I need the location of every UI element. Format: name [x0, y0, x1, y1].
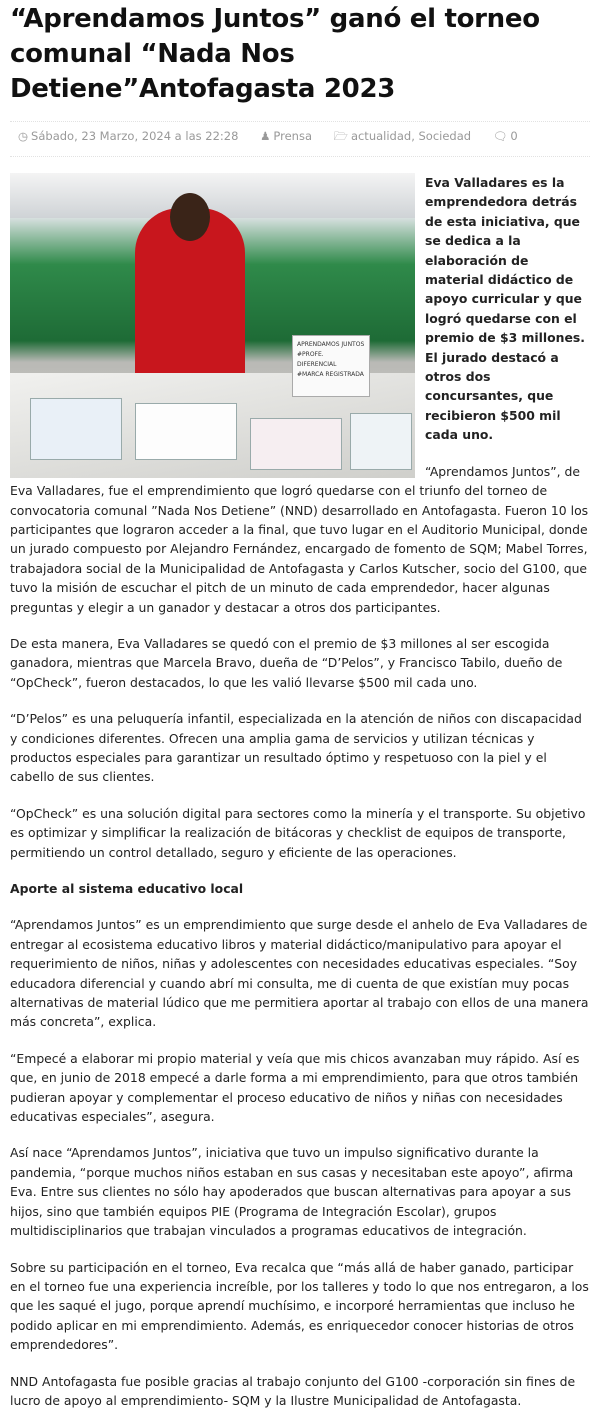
article-meta [10, 121, 590, 157]
folder-icon: 🗁 [333, 129, 348, 143]
lead-paragraph: Eva Valladares es la emprendedora detrás de esta iniciativa, que se dedica a la elaboración de material didáctico de apoyo curricular y que logró quedarse con el premio de $3 millones. El jurado destacó a otros dos concursantes, que recibieron $500 mil cada uno. [425, 175, 585, 443]
clock-icon: ◷ [18, 129, 29, 143]
paragraph: “Aprendamos Juntos” es un emprendimiento que surge desde el anhelo de Eva Valladares de entregar al ecosistema educativo libros y material didáctico/manipulativo para apoyar el requerimiento de niños, niñas y adolescentes con necesidades educativas especiales. “Soy educadora diferencial y cuando abrí mi consulta, me di cuenta de que existían muy pocas alternativas de material lúdico que me permitiera aportar al trabajo con ellos de una manera más concreta”, explica. [10, 917, 589, 1030]
comment-icon: 🗨 [492, 129, 508, 143]
material-card [250, 418, 342, 470]
user-icon: ♟ [260, 129, 271, 143]
woman-head [170, 193, 210, 241]
meta-date: ◷ Sábado, 23 Marzo, 2024 a las 22:28 [18, 129, 239, 143]
meta-author[interactable]: ♟ Prensa [260, 129, 313, 143]
sign-board: APRENDAMOS JUNTOS #PROFE. DIFERENCIAL #MARCA REGISTRADA [292, 335, 370, 397]
material-card [135, 403, 237, 460]
material-card [30, 398, 122, 460]
article [0, 2, 600, 1410]
paragraph: “Empecé a elaborar mi propio material y veía que mis chicos avanzaban muy rápido. Así es que, en junio de 2018 empecé a darle forma a mi emprendimiento, para que otros también pudieran apoyar y complementar el proceso educativo de niños y niñas con necesidades educativas especiales”, asegura. [10, 1050, 580, 1125]
article-title: “Aprendamos Juntos” ganó el torneo comunal “Nada Nos Detiene”Antofagasta 2023 [10, 4, 540, 104]
subheading: Aporte al sistema educativo local [10, 881, 244, 896]
article-photo [10, 173, 415, 478]
paragraph: De esta manera, Eva Valladares se quedó con el premio de $3 millones al ser escogida ganadora, mientras que Marcela Bravo, dueña de “D’Pelos”, y Francisco Tabilo, dueño de “OpCheck”, fueron destacados, lo que les valió llevarse $500 mil cada uno. [10, 635, 563, 690]
paragraph: “OpCheck” es una solución digital para sectores como la minería y el transporte. Su objetivo es optimizar y simplificar la realización de bitácoras y checklist de equipos de transporte, permitiendo un control detallado, seguro y eficiente de las operaciones. [10, 805, 586, 860]
paragraph: Sobre su participación en el torneo, Eva recalca que “más allá de haber ganado, participar en el torneo fue una experiencia increíble, por los talleres y todo lo que nos entregaron, a los que les saqué el jugo, porque aprendí muchísimo, e incorporé herramientas que incluso he podido aplicar en mi emprendimiento. Además, es enriquecedor conocer historias de otros emprendedores”. [10, 1259, 589, 1353]
paragraph: NND Antofagasta fue posible gracias al trabajo conjunto del G100 -corporación sin fines de lucro de apoyo al emprendimiento- SQM y la Ilustre Municipalidad de Antofagasta. [10, 1373, 576, 1408]
paragraph: Así nace “Aprendamos Juntos”, iniciativa que tuvo un impulso significativo durante la pandemia, “porque muchos niños estaban en sus casas y necesitaban este apoyo”, afirma Eva. Entre sus clientes no sólo hay apoderados que buscan alternativas para apoyar a sus hijos, sino que también equipos PIE (Programa de Integración Escolar), grupos multidisciplinarios que trabajan vinculados a programas educativos de integración. [10, 1145, 574, 1239]
article-body [10, 173, 590, 1410]
paragraph: “D’Pelos” es una peluquería infantil, especializada en la atención de niños con discapacidad y condiciones diferentes. Ofrecen una amplia gama de servicios y utilizan técnicas y productos especiales para garantizar un resultado óptimo y respetuoso con la piel y el cabello de sus clientes. [10, 711, 582, 785]
meta-comments[interactable]: 🗨 0 [492, 129, 518, 143]
material-card [350, 413, 412, 470]
meta-categories[interactable]: 🗁 actualidad, Sociedad [333, 129, 472, 143]
paragraph: “Aprendamos Juntos”, de Eva Valladares, fue el emprendimiento que logró quedarse con el triunfo del torneo de convocatoria comunal ”Nada Nos Detiene” (NND) desarrollado en Antofagasta. Fueron 10 los participantes que lograron acceder a la final, que tuvo lugar en el Auditorio Municipal, donde un jurado compuesto por Alejandro Fernández, encargado de fomento de SQM; Mabel Torres, trabajadora social de la Municipalidad de Antofagasta y Carlos Kutscher, socio del G100, que tuvo la misión de escuchar el pitch de un minuto de cada emprendedor, hacer algunas preguntas y elegir a un ganador y destacar a otros dos participantes. [10, 463, 589, 615]
